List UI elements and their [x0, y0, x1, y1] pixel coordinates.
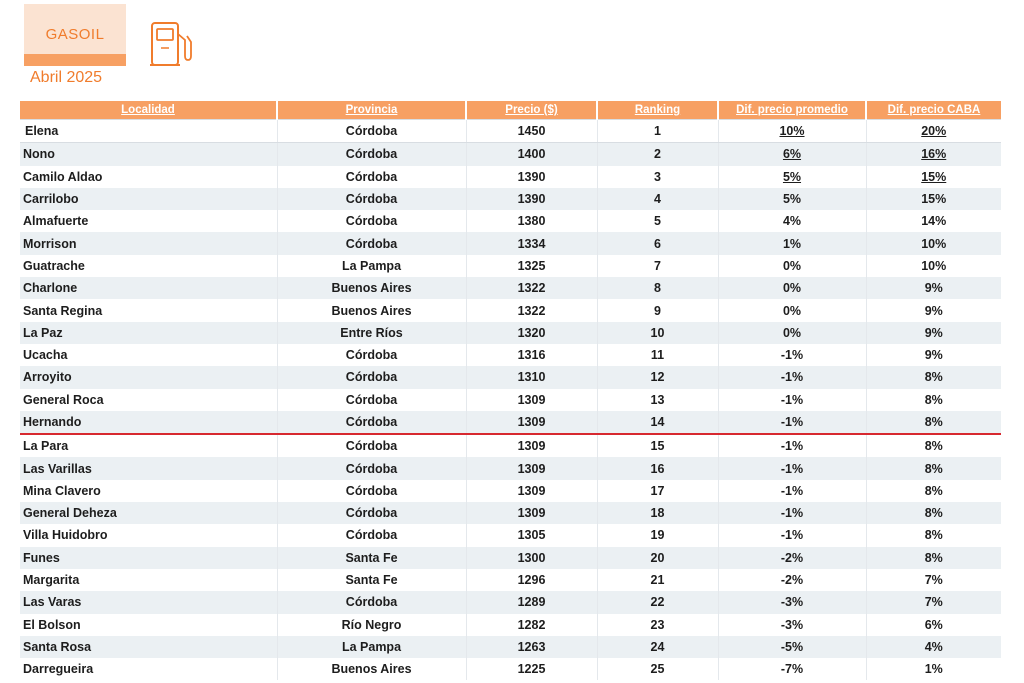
- cell-dif-promedio: 5%: [718, 166, 866, 188]
- cell-precio: 1309: [466, 457, 597, 479]
- cell-provincia: Córdoba: [277, 411, 466, 434]
- cell-localidad: Carrilobo: [20, 188, 277, 210]
- cell-ranking: 19: [597, 524, 718, 546]
- cell-provincia: Santa Fe: [277, 547, 466, 569]
- table-row: [20, 366, 1001, 388]
- cell-localidad: Margarita: [20, 569, 277, 591]
- cell-dif-promedio: 4%: [718, 210, 866, 232]
- cell-dif-promedio: -1%: [718, 480, 866, 502]
- table-row: [20, 389, 1001, 411]
- cell-precio: 1309: [466, 480, 597, 502]
- column-header-localidad[interactable]: Localidad: [20, 101, 277, 120]
- cell-ranking: 9: [597, 299, 718, 321]
- cell-precio: 1320: [466, 322, 597, 344]
- cell-dif-promedio: 10%: [718, 120, 866, 143]
- cell-precio: 1322: [466, 277, 597, 299]
- cell-provincia: Entre Ríos: [277, 322, 466, 344]
- cell-dif-promedio: -5%: [718, 636, 866, 658]
- table-row: [20, 636, 1001, 658]
- cell-provincia: Córdoba: [277, 143, 466, 166]
- cell-precio: 1309: [466, 502, 597, 524]
- cell-dif-promedio: 0%: [718, 277, 866, 299]
- cell-dif-promedio: 1%: [718, 232, 866, 254]
- cell-dif-caba: 8%: [866, 547, 1001, 569]
- cell-dif-caba: 16%: [866, 143, 1001, 166]
- cell-localidad: Camilo Aldao: [20, 166, 277, 188]
- cell-provincia: Córdoba: [277, 389, 466, 411]
- cell-dif-promedio: -1%: [718, 366, 866, 388]
- cell-precio: 1325: [466, 255, 597, 277]
- cell-dif-caba: 9%: [866, 322, 1001, 344]
- cell-ranking: 21: [597, 569, 718, 591]
- cell-ranking: 16: [597, 457, 718, 479]
- cell-dif-caba: 9%: [866, 277, 1001, 299]
- cell-precio: 1300: [466, 547, 597, 569]
- fuel-type-label: GASOIL: [45, 26, 105, 43]
- cell-dif-caba: 8%: [866, 502, 1001, 524]
- cell-localidad: Santa Rosa: [20, 636, 277, 658]
- cell-provincia: Córdoba: [277, 188, 466, 210]
- cell-provincia: Córdoba: [277, 434, 466, 457]
- cell-localidad: Guatrache: [20, 255, 277, 277]
- cell-ranking: 7: [597, 255, 718, 277]
- cell-ranking: 3: [597, 166, 718, 188]
- cell-precio: 1309: [466, 411, 597, 434]
- fuel-type-badge: [24, 4, 126, 66]
- column-header-dif-caba[interactable]: Dif. precio CABA: [866, 101, 1001, 120]
- cell-localidad: Arroyito: [20, 366, 277, 388]
- table-row: [20, 143, 1001, 166]
- cell-dif-promedio: 5%: [718, 188, 866, 210]
- table-row: [20, 322, 1001, 344]
- cell-dif-promedio: -1%: [718, 389, 866, 411]
- column-header-provincia[interactable]: Provincia: [277, 101, 466, 120]
- table-row: [20, 457, 1001, 479]
- cell-localidad: Nono: [20, 143, 277, 166]
- table-row: [20, 188, 1001, 210]
- cell-localidad: General Deheza: [20, 502, 277, 524]
- cell-dif-caba: 8%: [866, 389, 1001, 411]
- cell-dif-promedio: -2%: [718, 569, 866, 591]
- table-row: [20, 591, 1001, 613]
- cell-dif-promedio: -1%: [718, 344, 866, 366]
- cell-dif-caba: 8%: [866, 457, 1001, 479]
- cell-dif-promedio: 0%: [718, 299, 866, 321]
- cell-dif-caba: 15%: [866, 166, 1001, 188]
- cell-dif-caba: 1%: [866, 658, 1001, 680]
- cell-dif-caba: 7%: [866, 569, 1001, 591]
- cell-ranking: 14: [597, 411, 718, 434]
- cell-provincia: Córdoba: [277, 502, 466, 524]
- cell-dif-caba: 8%: [866, 366, 1001, 388]
- cell-provincia: Córdoba: [277, 457, 466, 479]
- cell-provincia: Córdoba: [277, 480, 466, 502]
- cell-dif-caba: 9%: [866, 299, 1001, 321]
- cell-localidad: Elena: [20, 120, 277, 143]
- cell-ranking: 24: [597, 636, 718, 658]
- cell-ranking: 8: [597, 277, 718, 299]
- cell-precio: 1305: [466, 524, 597, 546]
- table-row: [20, 569, 1001, 591]
- table-row: [20, 480, 1001, 502]
- table-row: [20, 658, 1001, 680]
- cell-ranking: 22: [597, 591, 718, 613]
- cell-precio: 1296: [466, 569, 597, 591]
- cell-dif-promedio: -1%: [718, 524, 866, 546]
- cell-localidad: Mina Clavero: [20, 480, 277, 502]
- cell-precio: 1263: [466, 636, 597, 658]
- cell-localidad: Villa Huidobro: [20, 524, 277, 546]
- cell-provincia: Buenos Aires: [277, 277, 466, 299]
- cell-localidad: Ucacha: [20, 344, 277, 366]
- cell-ranking: 6: [597, 232, 718, 254]
- cell-dif-promedio: -1%: [718, 502, 866, 524]
- cell-dif-caba: 20%: [866, 120, 1001, 143]
- cell-dif-promedio: -7%: [718, 658, 866, 680]
- cell-precio: 1322: [466, 299, 597, 321]
- cell-dif-caba: 6%: [866, 614, 1001, 636]
- cell-provincia: Córdoba: [277, 344, 466, 366]
- cell-dif-caba: 8%: [866, 434, 1001, 457]
- cell-dif-caba: 14%: [866, 210, 1001, 232]
- table-header-row: [20, 101, 1001, 120]
- cell-precio: 1450: [466, 120, 597, 143]
- cell-precio: 1380: [466, 210, 597, 232]
- table-row: [20, 299, 1001, 321]
- cell-provincia: Córdoba: [277, 524, 466, 546]
- cell-dif-caba: 9%: [866, 344, 1001, 366]
- cell-dif-promedio: -3%: [718, 614, 866, 636]
- cell-dif-caba: 4%: [866, 636, 1001, 658]
- cell-precio: 1310: [466, 366, 597, 388]
- cell-dif-caba: 15%: [866, 188, 1001, 210]
- cell-ranking: 1: [597, 120, 718, 143]
- cell-dif-promedio: -1%: [718, 457, 866, 479]
- cell-ranking: 4: [597, 188, 718, 210]
- cell-localidad: Santa Regina: [20, 299, 277, 321]
- table-row: [20, 524, 1001, 546]
- table-row: [20, 255, 1001, 277]
- table-row: [20, 120, 1001, 143]
- cell-ranking: 17: [597, 480, 718, 502]
- column-header-ranking[interactable]: Ranking: [597, 101, 718, 120]
- cell-ranking: 5: [597, 210, 718, 232]
- cell-localidad: Almafuerte: [20, 210, 277, 232]
- cell-provincia: Buenos Aires: [277, 299, 466, 321]
- cell-provincia: Río Negro: [277, 614, 466, 636]
- table-row: [20, 210, 1001, 232]
- cell-dif-caba: 8%: [866, 411, 1001, 434]
- cell-localidad: La Paz: [20, 322, 277, 344]
- cell-dif-promedio: -3%: [718, 591, 866, 613]
- cell-localidad: Darregueira: [20, 658, 277, 680]
- cell-localidad: Las Varillas: [20, 457, 277, 479]
- cell-ranking: 12: [597, 366, 718, 388]
- cell-precio: 1309: [466, 389, 597, 411]
- cell-ranking: 23: [597, 614, 718, 636]
- cell-provincia: Córdoba: [277, 120, 466, 143]
- table-row: [20, 344, 1001, 366]
- cell-ranking: 2: [597, 143, 718, 166]
- fuel-price-ranking-table: [20, 101, 1001, 680]
- cell-precio: 1390: [466, 188, 597, 210]
- cell-dif-caba: 10%: [866, 232, 1001, 254]
- cell-precio: 1309: [466, 434, 597, 457]
- cell-provincia: Santa Fe: [277, 569, 466, 591]
- fuel-pump-icon: [148, 20, 194, 70]
- cell-dif-promedio: 0%: [718, 255, 866, 277]
- cell-dif-promedio: 0%: [718, 322, 866, 344]
- cell-ranking: 15: [597, 434, 718, 457]
- column-header-precio[interactable]: Precio ($): [466, 101, 597, 120]
- cell-dif-caba: 7%: [866, 591, 1001, 613]
- cell-ranking: 18: [597, 502, 718, 524]
- cell-dif-caba: 8%: [866, 480, 1001, 502]
- table-row: [20, 502, 1001, 524]
- cell-ranking: 25: [597, 658, 718, 680]
- cell-precio: 1289: [466, 591, 597, 613]
- cell-localidad: El Bolson: [20, 614, 277, 636]
- table-row: [20, 277, 1001, 299]
- table-row: [20, 547, 1001, 569]
- cell-provincia: Buenos Aires: [277, 658, 466, 680]
- cell-dif-caba: 8%: [866, 524, 1001, 546]
- table-row: [20, 232, 1001, 254]
- cell-provincia: Córdoba: [277, 366, 466, 388]
- cell-ranking: 20: [597, 547, 718, 569]
- cell-dif-promedio: -1%: [718, 434, 866, 457]
- cell-precio: 1334: [466, 232, 597, 254]
- table-row: [20, 434, 1001, 457]
- column-header-dif-promedio[interactable]: Dif. precio promedio: [718, 101, 866, 120]
- table-row: [20, 166, 1001, 188]
- cell-precio: 1316: [466, 344, 597, 366]
- cell-ranking: 11: [597, 344, 718, 366]
- cell-precio: 1400: [466, 143, 597, 166]
- cell-provincia: Córdoba: [277, 232, 466, 254]
- cell-dif-promedio: 6%: [718, 143, 866, 166]
- cell-ranking: 10: [597, 322, 718, 344]
- cell-ranking: 13: [597, 389, 718, 411]
- cell-provincia: La Pampa: [277, 636, 466, 658]
- cell-localidad: Hernando: [20, 411, 277, 434]
- cell-dif-caba: 10%: [866, 255, 1001, 277]
- cell-provincia: La Pampa: [277, 255, 466, 277]
- cell-dif-promedio: -2%: [718, 547, 866, 569]
- table-row: [20, 614, 1001, 636]
- cell-localidad: Morrison: [20, 232, 277, 254]
- cell-localidad: Charlone: [20, 277, 277, 299]
- cell-provincia: Córdoba: [277, 591, 466, 613]
- cell-precio: 1390: [466, 166, 597, 188]
- period-label: Abril 2025: [30, 69, 103, 86]
- cell-provincia: Córdoba: [277, 210, 466, 232]
- cell-localidad: General Roca: [20, 389, 277, 411]
- table-row: [20, 411, 1001, 434]
- cell-localidad: Las Varas: [20, 591, 277, 613]
- cell-dif-promedio: -1%: [718, 411, 866, 434]
- cell-provincia: Córdoba: [277, 166, 466, 188]
- cell-precio: 1282: [466, 614, 597, 636]
- cell-localidad: La Para: [20, 434, 277, 457]
- cell-precio: 1225: [466, 658, 597, 680]
- cell-localidad: Funes: [20, 547, 277, 569]
